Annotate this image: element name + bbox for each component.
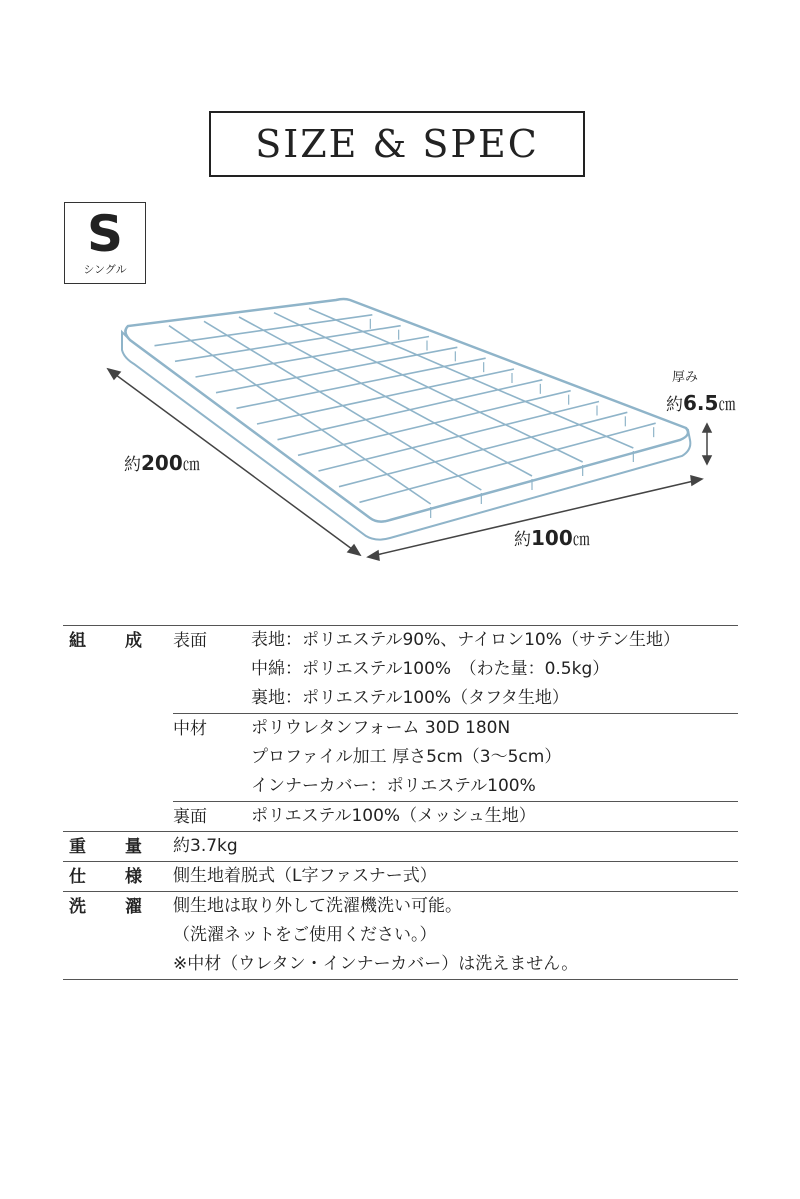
surface-details: 表地：ポリエステル90%、ナイロン10%（サテン生地） 中綿：ポリエステル100% （わた量：0.5kg） 裏地：ポリエステル100%（タフタ生地）	[251, 626, 738, 714]
style-label: 仕 様	[63, 862, 173, 892]
composition-label: 組 成	[63, 626, 173, 832]
size-letter: S	[86, 205, 123, 263]
wash-details: 側生地は取り外して洗濯機洗い可能。 （洗濯ネットをご使用ください。） ※中材（ウレタン・インナーカバー）は洗えません。	[173, 892, 738, 980]
spec-row-wash	[63, 892, 738, 980]
thickness-arrow	[703, 424, 711, 464]
back-details: ポリエステル100%（メッシュ生地）	[251, 802, 738, 832]
section-title: SIZE & SPEC	[209, 111, 585, 177]
thickness-label: 厚み	[672, 370, 699, 385]
back-label: 裏面	[173, 802, 251, 832]
surface-label: 表面	[173, 626, 251, 714]
spec-table	[63, 625, 738, 980]
mattress-illustration	[0, 280, 800, 580]
core-label: 中材	[173, 714, 251, 802]
spec-row-style	[63, 862, 738, 892]
spec-row-composition-surface	[63, 626, 738, 714]
spec-row-weight	[63, 832, 738, 862]
weight-value: 約3.7kg	[173, 832, 738, 862]
thickness-dimension: 約6.5㎝	[666, 391, 736, 415]
weight-label: 重 量	[63, 832, 173, 862]
width-dimension: 約100㎝	[514, 526, 590, 550]
length-dimension: 約200㎝	[124, 451, 200, 475]
size-label: シングル	[83, 263, 127, 276]
size-badge	[64, 202, 146, 284]
style-value: 側生地着脱式（L字ファスナー式）	[173, 862, 738, 892]
wash-label: 洗 濯	[63, 892, 173, 980]
core-details: ポリウレタンフォーム 30D 180N プロファイル加工 厚さ5cm（3〜5cm） インナーカバー：ポリエステル100%	[251, 714, 738, 802]
